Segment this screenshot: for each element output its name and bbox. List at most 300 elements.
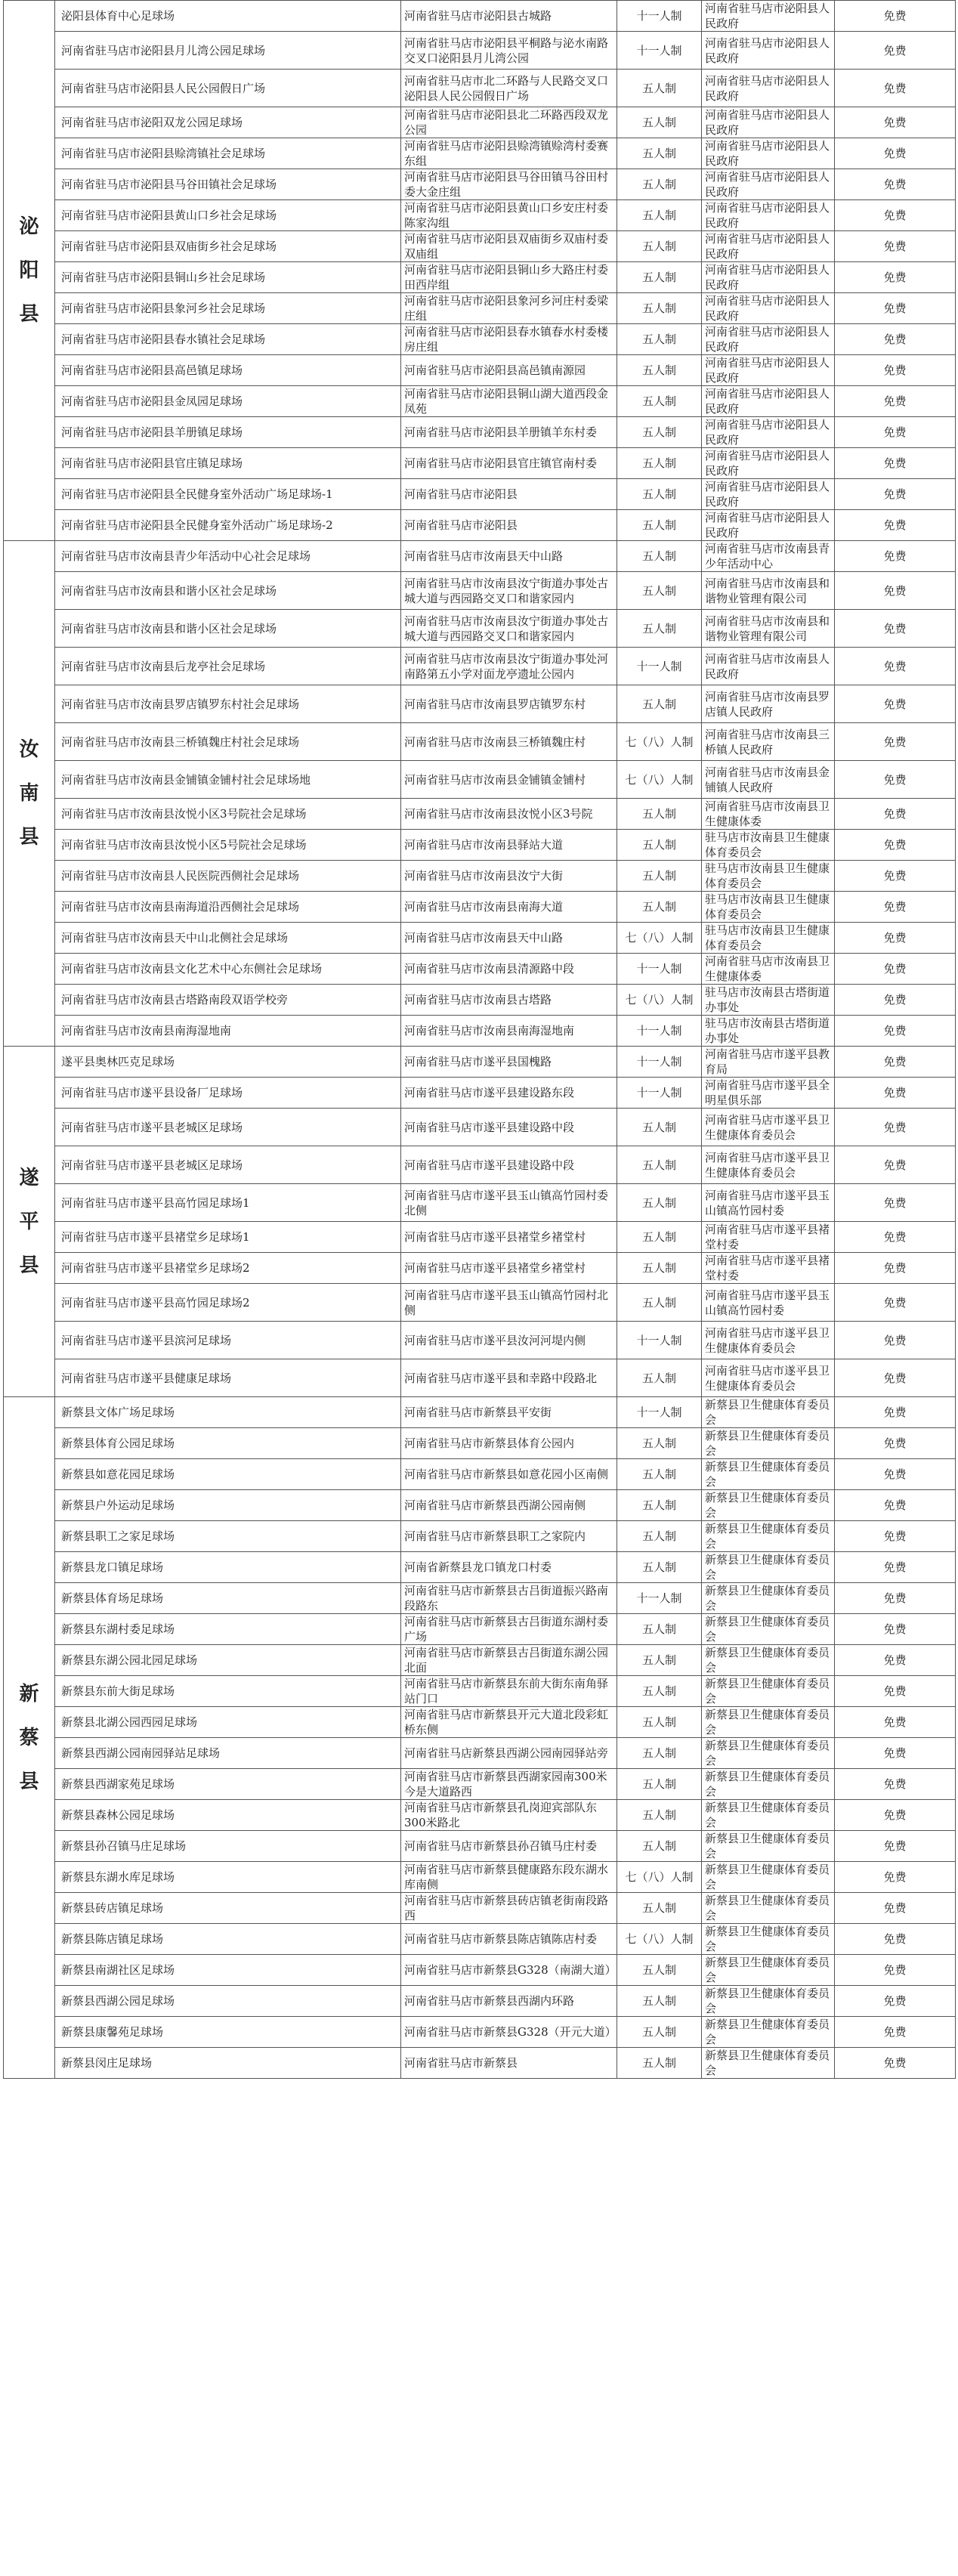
unit-cell: 河南省驻马店市汝南县罗店镇人民政府: [702, 685, 835, 723]
address-cell: 河南省驻马店市北二环路与人民路交叉口泌阳县人民公园假日广场: [401, 70, 617, 107]
address-cell: 河南省驻马店市新蔡县体育公园内: [401, 1428, 617, 1459]
fee-cell: 免费: [835, 169, 956, 200]
address-cell: 河南省驻马店新蔡县西湖公园南园驿站旁: [401, 1738, 617, 1769]
unit-cell: 河南省驻马店市泌阳县人民政府: [702, 107, 835, 138]
fee-cell: 免费: [835, 1738, 956, 1769]
fee-cell: 免费: [835, 1800, 956, 1831]
size-cell: 五人制: [617, 1831, 702, 1862]
fee-cell: 免费: [835, 723, 956, 761]
unit-cell: 新蔡县卫生健康体育委员会: [702, 1986, 835, 2017]
size-cell: 五人制: [617, 799, 702, 830]
size-cell: 五人制: [617, 1707, 702, 1738]
name-cell: 河南省驻马店市汝南县古塔路南段双语学校旁: [55, 985, 401, 1016]
table-row: [4, 723, 956, 761]
address-cell: 河南省新蔡县龙口镇龙口村委: [401, 1552, 617, 1583]
fee-cell: 免费: [835, 2017, 956, 2048]
size-cell: 五人制: [617, 448, 702, 479]
address-cell: 河南省驻马店市泌阳县象河乡河庄村委梁庄组: [401, 293, 617, 324]
table-row: [4, 138, 956, 169]
size-cell: 五人制: [617, 572, 702, 610]
unit-cell: 驻马店市汝南县古塔街道办事处: [702, 985, 835, 1016]
unit-cell: 河南省驻马店市汝南县青少年活动中心: [702, 541, 835, 572]
size-cell: 五人制: [617, 830, 702, 861]
unit-cell: 河南省驻马店市汝南县三桥镇人民政府: [702, 723, 835, 761]
fee-cell: 免费: [835, 262, 956, 293]
table-row: [4, 1284, 956, 1322]
fee-cell: 免费: [835, 1924, 956, 1955]
table-row: [4, 1078, 956, 1109]
fee-cell: 免费: [835, 479, 956, 510]
table-row: [4, 1738, 956, 1769]
size-cell: 五人制: [617, 293, 702, 324]
size-cell: 十一人制: [617, 954, 702, 985]
name-cell: 新蔡县北湖公园西园足球场: [55, 1707, 401, 1738]
size-cell: 十一人制: [617, 1583, 702, 1614]
unit-cell: 河南省驻马店市遂平县全明星俱乐部: [702, 1078, 835, 1109]
address-cell: 河南省驻马店市新蔡县古吕街道东湖公园北面: [401, 1645, 617, 1676]
size-cell: 五人制: [617, 1769, 702, 1800]
size-cell: 五人制: [617, 1955, 702, 1986]
name-cell: 新蔡县西湖公园南园驿站足球场: [55, 1738, 401, 1769]
fee-cell: 免费: [835, 417, 956, 448]
name-cell: 河南省驻马店市遂平县设备厂足球场: [55, 1078, 401, 1109]
fee-cell: 免费: [835, 1109, 956, 1146]
fee-cell: 免费: [835, 1521, 956, 1552]
size-cell: 五人制: [617, 1490, 702, 1521]
size-cell: 十一人制: [617, 1, 702, 32]
address-cell: 河南省驻马店市新蔡县西湖内环路: [401, 1986, 617, 2017]
address-cell: 河南省驻马店市汝南县清源路中段: [401, 954, 617, 985]
fee-cell: 免费: [835, 1047, 956, 1078]
size-cell: 七（八）人制: [617, 1924, 702, 1955]
fee-cell: 免费: [835, 1986, 956, 2017]
address-cell: 河南省驻马店市汝南县汝宁大街: [401, 861, 617, 892]
name-cell: 河南省驻马店市遂平县高竹园足球场1: [55, 1184, 401, 1222]
address-cell: 河南省驻马店市泌阳县双庙街乡双庙村委双庙组: [401, 231, 617, 262]
size-cell: 五人制: [617, 1146, 702, 1184]
size-cell: 五人制: [617, 355, 702, 386]
county-cell: 新 蔡 县: [4, 1397, 55, 2079]
fee-cell: 免费: [835, 1184, 956, 1222]
unit-cell: 河南省驻马店市汝南县人民政府: [702, 648, 835, 685]
name-cell: 河南省驻马店市汝南县天中山北侧社会足球场: [55, 923, 401, 954]
unit-cell: 河南省驻马店市泌阳县人民政府: [702, 417, 835, 448]
fee-cell: 免费: [835, 1955, 956, 1986]
table-row: [4, 70, 956, 107]
size-cell: 五人制: [617, 1284, 702, 1322]
table-row: [4, 1016, 956, 1047]
address-cell: 河南省驻马店市汝南县汝悦小区3号院: [401, 799, 617, 830]
name-cell: 河南省驻马店市泌阳县黄山口乡社会足球场: [55, 200, 401, 231]
size-cell: 十一人制: [617, 648, 702, 685]
unit-cell: 河南省驻马店市泌阳县人民政府: [702, 479, 835, 510]
size-cell: 五人制: [617, 541, 702, 572]
name-cell: 河南省驻马店市泌阳县铜山乡社会足球场: [55, 262, 401, 293]
address-cell: 河南省驻马店市遂平县和幸路中段路北: [401, 1359, 617, 1397]
name-cell: 河南省驻马店市遂平县老城区足球场: [55, 1146, 401, 1184]
venue-table-body: [4, 1, 956, 2079]
unit-cell: 河南省驻马店市泌阳县人民政府: [702, 355, 835, 386]
name-cell: 河南省驻马店市汝南县和谐小区社会足球场: [55, 610, 401, 648]
address-cell: 河南省驻马店市遂平县褚堂乡褚堂村: [401, 1253, 617, 1284]
table-row: [4, 2048, 956, 2079]
unit-cell: 新蔡县卫生健康体育委员会: [702, 1800, 835, 1831]
address-cell: 河南省驻马店市汝南县驿站大道: [401, 830, 617, 861]
fee-cell: 免费: [835, 1490, 956, 1521]
name-cell: 新蔡县户外运动足球场: [55, 1490, 401, 1521]
fee-cell: 免费: [835, 1459, 956, 1490]
fee-cell: 免费: [835, 861, 956, 892]
table-row: [4, 892, 956, 923]
name-cell: 新蔡县如意花园足球场: [55, 1459, 401, 1490]
size-cell: 五人制: [617, 200, 702, 231]
table-row: [4, 1986, 956, 2017]
name-cell: 新蔡县文体广场足球场: [55, 1397, 401, 1428]
address-cell: 河南省驻马店市新蔡县西湖家园南300米今是大道路西: [401, 1769, 617, 1800]
size-cell: 十一人制: [617, 1047, 702, 1078]
address-cell: 河南省驻马店市汝南县汝宁街道办事处古城大道与西园路交叉口和谐家园内: [401, 610, 617, 648]
name-cell: 遂平县奥林匹克足球场: [55, 1047, 401, 1078]
unit-cell: 河南省驻马店市遂平县卫生健康体育委员会: [702, 1146, 835, 1184]
fee-cell: 免费: [835, 1769, 956, 1800]
size-cell: 五人制: [617, 479, 702, 510]
address-cell: 河南省驻马店市新蔡县砖店镇老街南段路西: [401, 1893, 617, 1924]
size-cell: 五人制: [617, 2017, 702, 2048]
name-cell: 新蔡县陈店镇足球场: [55, 1924, 401, 1955]
fee-cell: 免费: [835, 799, 956, 830]
address-cell: 河南省驻马店市遂平县汝河河堤内侧: [401, 1322, 617, 1359]
table-row: [4, 1490, 956, 1521]
table-row: [4, 1862, 956, 1893]
name-cell: 河南省驻马店市汝南县后龙亭社会足球场: [55, 648, 401, 685]
unit-cell: 河南省驻马店市遂平县卫生健康体育委员会: [702, 1322, 835, 1359]
county-cell: 汝 南 县: [4, 541, 55, 1047]
size-cell: 五人制: [617, 861, 702, 892]
unit-cell: 河南省驻马店市遂平县卫生健康体育委员会: [702, 1109, 835, 1146]
unit-cell: 新蔡县卫生健康体育委员会: [702, 1831, 835, 1862]
table-row: [4, 1109, 956, 1146]
name-cell: 新蔡县体育场足球场: [55, 1583, 401, 1614]
size-cell: 五人制: [617, 1986, 702, 2017]
table-row: [4, 510, 956, 541]
fee-cell: 免费: [835, 1645, 956, 1676]
unit-cell: 河南省驻马店市泌阳县人民政府: [702, 324, 835, 355]
name-cell: 新蔡县职工之家足球场: [55, 1521, 401, 1552]
unit-cell: 河南省驻马店市遂平县玉山镇高竹园村委: [702, 1284, 835, 1322]
fee-cell: 免费: [835, 2048, 956, 2079]
name-cell: 河南省驻马店市遂平县褚堂乡足球场1: [55, 1222, 401, 1253]
table-row: [4, 1924, 956, 1955]
fee-cell: 免费: [835, 293, 956, 324]
address-cell: 河南省驻马店市汝南县汝宁街道办事处河南路第五小学对面龙亭遗址公园内: [401, 648, 617, 685]
unit-cell: 新蔡县卫生健康体育委员会: [702, 1769, 835, 1800]
name-cell: 新蔡县西湖家苑足球场: [55, 1769, 401, 1800]
address-cell: 河南省驻马店市新蔡县东前大街东南角驿站门口: [401, 1676, 617, 1707]
table-row: [4, 1184, 956, 1222]
table-row: [4, 1769, 956, 1800]
table-row: [4, 1893, 956, 1924]
fee-cell: 免费: [835, 685, 956, 723]
unit-cell: 河南省驻马店市遂平县玉山镇高竹园村委: [702, 1184, 835, 1222]
fee-cell: 免费: [835, 32, 956, 70]
unit-cell: 驻马店市汝南县古塔街道办事处: [702, 1016, 835, 1047]
unit-cell: 新蔡县卫生健康体育委员会: [702, 1893, 835, 1924]
unit-cell: 新蔡县卫生健康体育委员会: [702, 1583, 835, 1614]
table-row: [4, 1707, 956, 1738]
address-cell: 河南省驻马店市汝南县南海大道: [401, 892, 617, 923]
table-row: [4, 830, 956, 861]
county-cell: 遂 平 县: [4, 1047, 55, 1397]
address-cell: 河南省驻马店市泌阳县高邑镇南源园: [401, 355, 617, 386]
address-cell: 河南省驻马店市泌阳县: [401, 510, 617, 541]
table-row: [4, 1831, 956, 1862]
size-cell: 五人制: [617, 70, 702, 107]
name-cell: 河南省驻马店市遂平县滨河足球场: [55, 1322, 401, 1359]
table-row: [4, 324, 956, 355]
size-cell: 十一人制: [617, 1078, 702, 1109]
address-cell: 河南省驻马店市新蔡县开元大道北段彩虹桥东侧: [401, 1707, 617, 1738]
size-cell: 五人制: [617, 685, 702, 723]
name-cell: 河南省驻马店市遂平县健康足球场: [55, 1359, 401, 1397]
fee-cell: 免费: [835, 1707, 956, 1738]
unit-cell: 河南省驻马店市汝南县和谐物业管理有限公司: [702, 610, 835, 648]
address-cell: 河南省驻马店市遂平县建设路中段: [401, 1109, 617, 1146]
size-cell: 五人制: [617, 892, 702, 923]
address-cell: 河南省驻马店市泌阳县马谷田镇马谷田村委大金庄组: [401, 169, 617, 200]
table-row: [4, 479, 956, 510]
table-row: [4, 923, 956, 954]
address-cell: 河南省驻马店市新蔡县职工之家院内: [401, 1521, 617, 1552]
fee-cell: 免费: [835, 648, 956, 685]
unit-cell: 河南省驻马店市泌阳县人民政府: [702, 70, 835, 107]
name-cell: 河南省驻马店市汝南县文化艺术中心东侧社会足球场: [55, 954, 401, 985]
fee-cell: 免费: [835, 1893, 956, 1924]
size-cell: 五人制: [617, 1184, 702, 1222]
size-cell: 五人制: [617, 417, 702, 448]
fee-cell: 免费: [835, 231, 956, 262]
unit-cell: 新蔡县卫生健康体育委员会: [702, 1924, 835, 1955]
table-row: [4, 685, 956, 723]
size-cell: 五人制: [617, 610, 702, 648]
unit-cell: 河南省驻马店市泌阳县人民政府: [702, 1, 835, 32]
name-cell: 河南省驻马店市汝南县罗店镇罗东村社会足球场: [55, 685, 401, 723]
table-row: [4, 417, 956, 448]
fee-cell: 免费: [835, 1583, 956, 1614]
name-cell: 新蔡县体育公园足球场: [55, 1428, 401, 1459]
unit-cell: 新蔡县卫生健康体育委员会: [702, 2017, 835, 2048]
name-cell: 新蔡县康馨苑足球场: [55, 2017, 401, 2048]
size-cell: 七（八）人制: [617, 923, 702, 954]
fee-cell: 免费: [835, 954, 956, 985]
unit-cell: 河南省驻马店市汝南县和谐物业管理有限公司: [702, 572, 835, 610]
name-cell: 河南省驻马店市泌阳双龙公园足球场: [55, 107, 401, 138]
fee-cell: 免费: [835, 923, 956, 954]
size-cell: 五人制: [617, 1222, 702, 1253]
fee-cell: 免费: [835, 985, 956, 1016]
name-cell: 河南省驻马店市泌阳县金凤园足球场: [55, 386, 401, 417]
fee-cell: 免费: [835, 830, 956, 861]
name-cell: 河南省驻马店市汝南县南海湿地南: [55, 1016, 401, 1047]
unit-cell: 河南省驻马店市遂平县卫生健康体育委员会: [702, 1359, 835, 1397]
address-cell: 河南省驻马店市新蔡县孙召镇马庄村委: [401, 1831, 617, 1862]
fee-cell: 免费: [835, 70, 956, 107]
name-cell: 新蔡县东湖村委足球场: [55, 1614, 401, 1645]
address-cell: 河南省驻马店市遂平县建设路中段: [401, 1146, 617, 1184]
fee-cell: 免费: [835, 572, 956, 610]
table-row: [4, 1955, 956, 1986]
unit-cell: 新蔡县卫生健康体育委员会: [702, 1521, 835, 1552]
address-cell: 河南省驻马店市新蔡县G328（开元大道）: [401, 2017, 617, 2048]
unit-cell: 河南省驻马店市汝南县卫生健康体委: [702, 799, 835, 830]
name-cell: 河南省驻马店市汝南县三桥镇魏庄村社会足球场: [55, 723, 401, 761]
name-cell: 河南省驻马店市泌阳县官庄镇足球场: [55, 448, 401, 479]
size-cell: 五人制: [617, 262, 702, 293]
table-row: [4, 1222, 956, 1253]
table-row: [4, 1253, 956, 1284]
table-row: [4, 1146, 956, 1184]
unit-cell: 河南省驻马店市泌阳县人民政府: [702, 138, 835, 169]
address-cell: 河南省驻马店市泌阳县官庄镇官南村委: [401, 448, 617, 479]
fee-cell: 免费: [835, 1253, 956, 1284]
address-cell: 河南省驻马店市汝南县天中山路: [401, 923, 617, 954]
name-cell: 河南省驻马店市泌阳县象河乡社会足球场: [55, 293, 401, 324]
size-cell: 五人制: [617, 510, 702, 541]
address-cell: 河南省驻马店市新蔡县平安街: [401, 1397, 617, 1428]
address-cell: 河南省驻马店市泌阳县平桐路与泌水南路交叉口泌阳县月儿湾公园: [401, 32, 617, 70]
name-cell: 新蔡县东湖水库足球场: [55, 1862, 401, 1893]
table-row: [4, 799, 956, 830]
address-cell: 河南省驻马店市遂平县玉山镇高竹园村委北侧: [401, 1184, 617, 1222]
address-cell: 河南省驻马店市泌阳县春水镇春水村委楼房庄组: [401, 324, 617, 355]
fee-cell: 免费: [835, 1862, 956, 1893]
name-cell: 河南省驻马店市汝南县和谐小区社会足球场: [55, 572, 401, 610]
address-cell: 河南省驻马店市新蔡县西湖公园南侧: [401, 1490, 617, 1521]
address-cell: 河南省驻马店市汝南县汝宁街道办事处古城大道与西园路交叉口和谐家园内: [401, 572, 617, 610]
name-cell: 河南省驻马店市汝南县金铺镇金铺村社会足球场地: [55, 761, 401, 799]
unit-cell: 河南省驻马店市泌阳县人民政府: [702, 200, 835, 231]
unit-cell: 新蔡县卫生健康体育委员会: [702, 1614, 835, 1645]
address-cell: 河南省驻马店市遂平县国槐路: [401, 1047, 617, 1078]
venue-table: [3, 0, 956, 2079]
fee-cell: 免费: [835, 610, 956, 648]
table-row: [4, 448, 956, 479]
fee-cell: 免费: [835, 1428, 956, 1459]
unit-cell: 河南省驻马店市遂平县教育局: [702, 1047, 835, 1078]
fee-cell: 免费: [835, 324, 956, 355]
table-row: [4, 1, 956, 32]
name-cell: 河南省驻马店市汝南县青少年活动中心社会足球场: [55, 541, 401, 572]
fee-cell: 免费: [835, 107, 956, 138]
county-cell: 泌 阳 县: [4, 1, 55, 541]
unit-cell: 新蔡县卫生健康体育委员会: [702, 1707, 835, 1738]
table-row: [4, 610, 956, 648]
table-row: [4, 386, 956, 417]
name-cell: 泌阳县体育中心足球场: [55, 1, 401, 32]
fee-cell: 免费: [835, 1078, 956, 1109]
address-cell: 河南省驻马店市汝南县古塔路: [401, 985, 617, 1016]
table-row: [4, 1583, 956, 1614]
fee-cell: 免费: [835, 761, 956, 799]
table-row: [4, 541, 956, 572]
unit-cell: 河南省驻马店市泌阳县人民政府: [702, 510, 835, 541]
table-row: [4, 1552, 956, 1583]
size-cell: 五人制: [617, 107, 702, 138]
name-cell: 新蔡县孙召镇马庄足球场: [55, 1831, 401, 1862]
table-row: [4, 1459, 956, 1490]
size-cell: 十一人制: [617, 1322, 702, 1359]
fee-cell: 免费: [835, 386, 956, 417]
address-cell: 河南省驻马店市泌阳县北二环路西段双龙公园: [401, 107, 617, 138]
size-cell: 五人制: [617, 1521, 702, 1552]
size-cell: 五人制: [617, 2048, 702, 2079]
size-cell: 五人制: [617, 1428, 702, 1459]
address-cell: 河南省驻马店市新蔡县如意花园小区南侧: [401, 1459, 617, 1490]
unit-cell: 新蔡县卫生健康体育委员会: [702, 1645, 835, 1676]
size-cell: 七（八）人制: [617, 761, 702, 799]
name-cell: 河南省驻马店市泌阳县高邑镇足球场: [55, 355, 401, 386]
unit-cell: 河南省驻马店市泌阳县人民政府: [702, 169, 835, 200]
size-cell: 五人制: [617, 1253, 702, 1284]
fee-cell: 免费: [835, 541, 956, 572]
unit-cell: 驻马店市汝南县卫生健康体育委员会: [702, 830, 835, 861]
unit-cell: 新蔡县卫生健康体育委员会: [702, 1397, 835, 1428]
size-cell: 十一人制: [617, 32, 702, 70]
size-cell: 五人制: [617, 1676, 702, 1707]
name-cell: 河南省驻马店市遂平县高竹园足球场2: [55, 1284, 401, 1322]
table-row: [4, 1359, 956, 1397]
address-cell: 河南省驻马店市新蔡县: [401, 2048, 617, 2079]
table-row: [4, 648, 956, 685]
size-cell: 十一人制: [617, 1016, 702, 1047]
size-cell: 五人制: [617, 1800, 702, 1831]
unit-cell: 河南省驻马店市遂平县褚堂村委: [702, 1253, 835, 1284]
fee-cell: 免费: [835, 1016, 956, 1047]
unit-cell: 新蔡县卫生健康体育委员会: [702, 1955, 835, 1986]
unit-cell: 河南省驻马店市汝南县卫生健康体委: [702, 954, 835, 985]
size-cell: 五人制: [617, 1645, 702, 1676]
table-row: [4, 1521, 956, 1552]
unit-cell: 河南省驻马店市泌阳县人民政府: [702, 293, 835, 324]
size-cell: 五人制: [617, 1552, 702, 1583]
name-cell: 河南省驻马店市汝南县汝悦小区3号院社会足球场: [55, 799, 401, 830]
table-row: [4, 1322, 956, 1359]
table-row: [4, 1676, 956, 1707]
address-cell: 河南省驻马店市泌阳县: [401, 479, 617, 510]
unit-cell: 河南省驻马店市泌阳县人民政府: [702, 32, 835, 70]
size-cell: 十一人制: [617, 1397, 702, 1428]
unit-cell: 新蔡县卫生健康体育委员会: [702, 1459, 835, 1490]
address-cell: 河南省驻马店市汝南县金铺镇金铺村: [401, 761, 617, 799]
unit-cell: 新蔡县卫生健康体育委员会: [702, 1552, 835, 1583]
address-cell: 河南省驻马店市汝南县南海湿地南: [401, 1016, 617, 1047]
name-cell: 河南省驻马店市泌阳县全民健身室外活动广场足球场-1: [55, 479, 401, 510]
unit-cell: 新蔡县卫生健康体育委员会: [702, 1428, 835, 1459]
unit-cell: 新蔡县卫生健康体育委员会: [702, 1676, 835, 1707]
size-cell: 五人制: [617, 1359, 702, 1397]
size-cell: 七（八）人制: [617, 1862, 702, 1893]
address-cell: 河南省驻马店市遂平县玉山镇高竹园村北侧: [401, 1284, 617, 1322]
table-row: [4, 262, 956, 293]
unit-cell: 河南省驻马店市泌阳县人民政府: [702, 262, 835, 293]
fee-cell: 免费: [835, 1284, 956, 1322]
name-cell: 河南省驻马店市泌阳县月儿湾公园足球场: [55, 32, 401, 70]
fee-cell: 免费: [835, 1397, 956, 1428]
size-cell: 五人制: [617, 169, 702, 200]
address-cell: 河南省驻马店市新蔡县陈店镇陈店村委: [401, 1924, 617, 1955]
unit-cell: 河南省驻马店市泌阳县人民政府: [702, 231, 835, 262]
fee-cell: 免费: [835, 1676, 956, 1707]
table-row: [4, 761, 956, 799]
